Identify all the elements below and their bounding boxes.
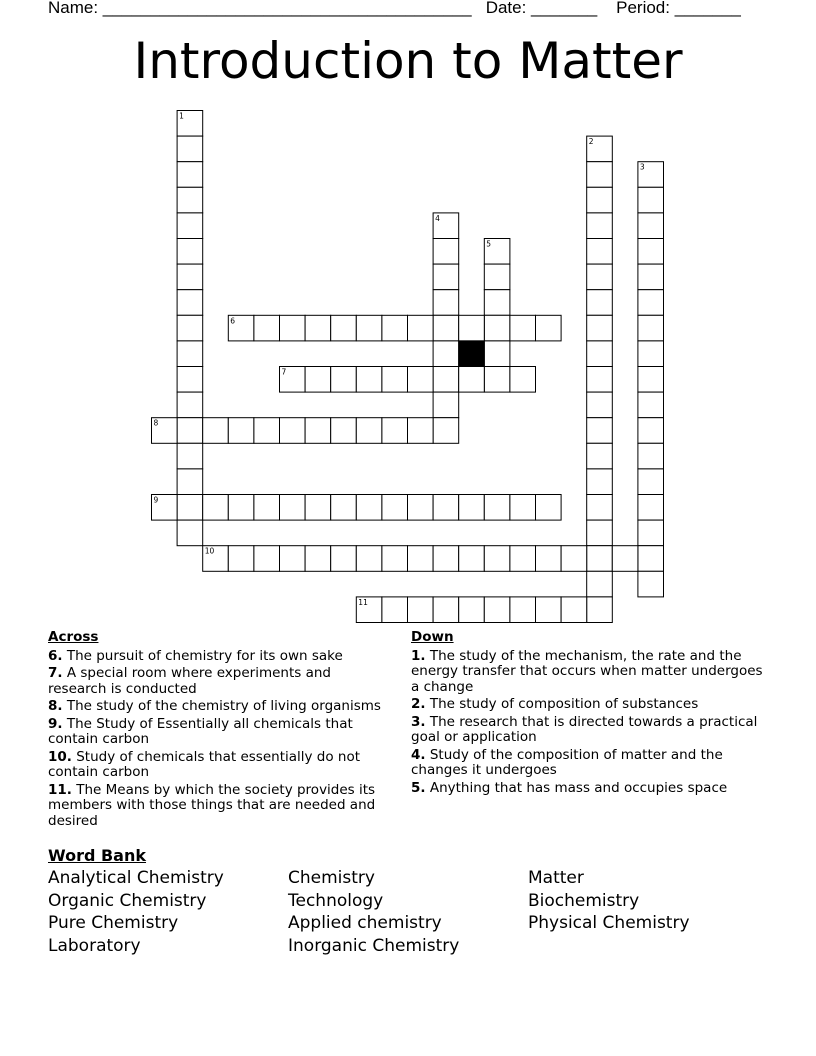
grid-cell[interactable] [484, 495, 510, 521]
grid-cell[interactable] [177, 239, 203, 265]
word-bank-heading: Word Bank [48, 846, 147, 865]
grid-cell[interactable] [484, 264, 510, 290]
name-date-period-line: Name: _______________________________________ Date: _______ Period: _______ [48, 0, 741, 17]
grid-cell[interactable] [382, 546, 408, 572]
grid-cell[interactable] [203, 418, 229, 444]
grid-cell[interactable] [484, 315, 510, 341]
grid-cell[interactable] [177, 187, 203, 213]
word-bank-item: Matter [528, 868, 584, 888]
across-clue: 10. Study of chemicals that essentially do not contain carbon [48, 748, 361, 780]
grid-cell[interactable] [459, 597, 485, 623]
grid-cell[interactable] [433, 495, 459, 521]
grid-cell[interactable] [638, 571, 664, 597]
grid-cell[interactable] [433, 239, 459, 265]
grid-cell[interactable] [587, 443, 613, 469]
clue-number: 1 [179, 111, 184, 121]
grid-cell[interactable] [510, 367, 536, 393]
word-bank-item: Analytical Chemistry [48, 868, 224, 888]
grid-cell[interactable] [433, 290, 459, 316]
word-bank-item: Technology [288, 891, 384, 911]
word-bank-item: Applied chemistry [288, 913, 442, 933]
grid-cell[interactable] [638, 367, 664, 393]
grid-cell[interactable] [254, 546, 280, 572]
blocked-cell [459, 341, 485, 367]
grid-cell[interactable] [459, 367, 485, 393]
grid-cell[interactable] [587, 418, 613, 444]
grid-cell[interactable] [356, 367, 382, 393]
grid-cell[interactable] [177, 392, 203, 418]
grid-cell[interactable] [305, 495, 331, 521]
grid-cell[interactable] [228, 418, 254, 444]
word-bank-item: Physical Chemistry [528, 913, 690, 933]
grid-cell[interactable] [177, 341, 203, 367]
grid-cell[interactable] [612, 546, 638, 572]
clue-number: 2 [588, 137, 594, 147]
grid-cell[interactable] [536, 495, 562, 521]
grid-cell[interactable] [587, 546, 613, 572]
grid-cell[interactable] [382, 367, 408, 393]
grid-cell[interactable] [433, 341, 459, 367]
grid-cell[interactable] [587, 571, 613, 597]
down-clue: 4. Study of the composition of matter and the changes it undergoes [411, 746, 723, 778]
grid-cell[interactable] [587, 520, 613, 546]
grid-cell[interactable] [638, 341, 664, 367]
grid-cell[interactable] [484, 367, 510, 393]
grid-cell[interactable] [638, 469, 664, 495]
grid-cell[interactable] [510, 495, 536, 521]
word-bank-item: Organic Chemistry [48, 891, 207, 911]
grid-cell[interactable] [280, 495, 306, 521]
across-clue: 9. The Study of Essentially all chemicals that contain carbon [48, 715, 353, 747]
grid-cell[interactable] [484, 341, 510, 367]
grid-cell[interactable] [587, 597, 613, 623]
grid-cell[interactable] [203, 495, 229, 521]
grid-cell[interactable] [408, 315, 434, 341]
grid-cell[interactable] [382, 315, 408, 341]
grid-cell[interactable] [638, 213, 664, 239]
grid-cell[interactable] [331, 315, 357, 341]
word-bank-item: Pure Chemistry [48, 913, 179, 933]
across-clue: 7. A special room where experiments and research is conducted [48, 665, 331, 697]
grid-cell[interactable] [433, 597, 459, 623]
grid-cell[interactable] [177, 469, 203, 495]
grid-cell[interactable] [280, 315, 306, 341]
grid-cell[interactable] [254, 418, 280, 444]
grid-cell[interactable] [587, 264, 613, 290]
across-clue: 11. The Means by which the society provides its members with those things that are needed and desired [48, 781, 376, 829]
grid-cell[interactable] [254, 495, 280, 521]
grid-cell[interactable] [638, 495, 664, 521]
down-clue: 2. The study of composition of substances [411, 696, 699, 712]
grid-cell[interactable] [356, 418, 382, 444]
grid-cell[interactable] [587, 367, 613, 393]
grid-cell[interactable] [587, 315, 613, 341]
grid-cell[interactable] [280, 546, 306, 572]
grid-cell[interactable] [382, 597, 408, 623]
grid-cell[interactable] [561, 597, 587, 623]
down-clue: 3. The research that is directed towards a practical goal or application [411, 713, 758, 745]
clue-number: 11 [358, 597, 368, 607]
grid-cell[interactable] [638, 264, 664, 290]
grid-cell[interactable] [587, 495, 613, 521]
grid-cell[interactable] [510, 315, 536, 341]
grid-cell[interactable] [459, 315, 485, 341]
grid-cell[interactable] [433, 392, 459, 418]
grid-cell[interactable] [459, 495, 485, 521]
clue-number: 10 [204, 546, 215, 556]
grid-cell[interactable] [536, 546, 562, 572]
grid-cell[interactable] [177, 367, 203, 393]
grid-cell[interactable] [587, 187, 613, 213]
grid-cell[interactable] [305, 367, 331, 393]
grid-cell[interactable] [177, 213, 203, 239]
grid-cell[interactable] [510, 597, 536, 623]
grid-cell[interactable] [408, 367, 434, 393]
grid-cell[interactable] [484, 597, 510, 623]
grid-cell[interactable] [587, 162, 613, 188]
word-bank-item: Laboratory [48, 936, 141, 956]
grid-cell[interactable] [254, 315, 280, 341]
grid-cell[interactable] [228, 546, 254, 572]
clue-number: 3 [639, 162, 645, 172]
grid-cell[interactable] [638, 546, 664, 572]
grid-cell[interactable] [433, 315, 459, 341]
grid-cell[interactable] [408, 418, 434, 444]
grid-cell[interactable] [561, 546, 587, 572]
grid-cell[interactable] [408, 597, 434, 623]
across-clues [48, 630, 393, 831]
grid-cell[interactable] [305, 315, 331, 341]
grid-cell[interactable] [228, 495, 254, 521]
clue-number: 5 [486, 239, 492, 249]
grid-cell[interactable] [177, 495, 203, 521]
down-heading: Down [411, 629, 454, 645]
grid-cell[interactable] [177, 418, 203, 444]
grid-cell[interactable] [638, 239, 664, 265]
clue-number: 7 [281, 367, 287, 377]
grid-cell[interactable] [638, 520, 664, 546]
grid-cell[interactable] [331, 367, 357, 393]
down-clue: 5. Anything that has mass and occupies space [411, 779, 728, 796]
grid-cell[interactable] [587, 341, 613, 367]
page-title: Introduction to Matter [133, 32, 683, 90]
grid-cell[interactable] [484, 546, 510, 572]
clue-number: 4 [435, 213, 440, 223]
clue-number: 8 [153, 418, 159, 428]
grid-cell[interactable] [638, 392, 664, 418]
grid-cell[interactable] [305, 546, 331, 572]
grid-cell[interactable] [177, 290, 203, 316]
grid-cell[interactable] [177, 162, 203, 188]
grid-cell[interactable] [356, 495, 382, 521]
clue-number: 9 [153, 495, 159, 505]
grid-cell[interactable] [356, 546, 382, 572]
grid-cell[interactable] [510, 546, 536, 572]
grid-cell[interactable] [382, 418, 408, 444]
grid-cell[interactable] [305, 418, 331, 444]
grid-cell[interactable] [536, 597, 562, 623]
across-clue: 8. The study of the chemistry of living organisms [48, 698, 381, 714]
grid-cell[interactable] [638, 418, 664, 444]
grid-cell[interactable] [638, 315, 664, 341]
grid-cell[interactable] [280, 418, 306, 444]
down-clues [411, 630, 766, 798]
grid-cell[interactable] [177, 136, 203, 162]
grid-cell[interactable] [433, 418, 459, 444]
grid-cell[interactable] [177, 443, 203, 469]
grid-cell[interactable] [536, 315, 562, 341]
grid-cell[interactable] [331, 418, 357, 444]
grid-cell[interactable] [638, 443, 664, 469]
grid-cell[interactable] [177, 315, 203, 341]
grid-cell[interactable] [638, 187, 664, 213]
grid-cell[interactable] [459, 546, 485, 572]
across-clue: 6. The pursuit of chemistry for its own sake [48, 647, 343, 664]
word-bank-item: Inorganic Chemistry [288, 936, 460, 956]
grid-cell[interactable] [177, 264, 203, 290]
word-bank-item: Biochemistry [528, 891, 640, 911]
grid-cell[interactable] [484, 290, 510, 316]
word-bank-item: Chemistry [288, 868, 375, 888]
grid-cell[interactable] [433, 264, 459, 290]
grid-cell[interactable] [408, 546, 434, 572]
grid-cell[interactable] [587, 213, 613, 239]
grid-cell[interactable] [433, 367, 459, 393]
across-heading: Across [48, 629, 99, 645]
down-clue: 1. The study of the mechanism, the rate and the energy transfer that occurs when matter undergoes a change [411, 647, 763, 695]
grid-cell[interactable] [356, 315, 382, 341]
grid-cell[interactable] [433, 546, 459, 572]
grid-cell[interactable] [331, 546, 357, 572]
grid-cell[interactable] [331, 495, 357, 521]
grid-cell[interactable] [587, 469, 613, 495]
grid-cell[interactable] [177, 520, 203, 546]
grid-cell[interactable] [587, 290, 613, 316]
grid-cell[interactable] [382, 495, 408, 521]
grid-cell[interactable] [587, 239, 613, 265]
grid-cell[interactable] [587, 392, 613, 418]
clue-number: 6 [230, 316, 236, 326]
grid-cell[interactable] [638, 290, 664, 316]
grid-cell[interactable] [408, 495, 434, 521]
